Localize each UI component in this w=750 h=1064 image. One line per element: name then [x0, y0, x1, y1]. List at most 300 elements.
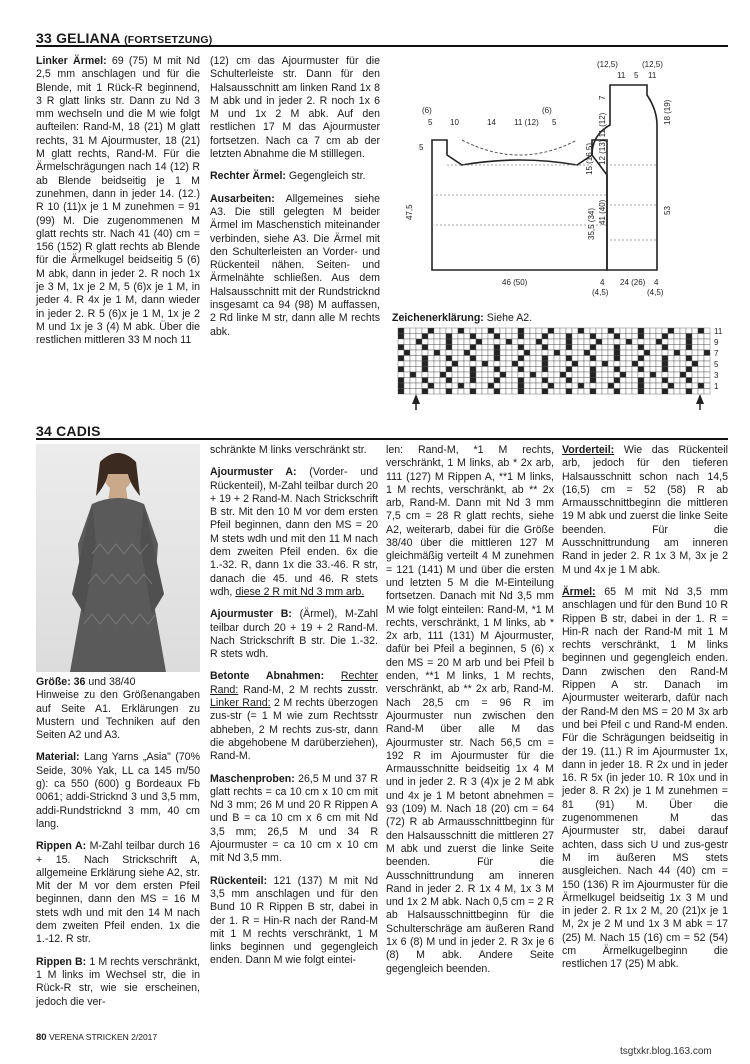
- chart-cell: [596, 334, 602, 340]
- chart-cell: [464, 389, 470, 395]
- paragraph: Linker Ärmel: 69 (75) M mit Nd 2,5 mm anschlagen und für die Blende, mit 1 Rück-R beginnend, 3 R glatt links str. Dann zu Nd 3 mm wechseln und die M wie folgt aufteilen: Rand-M, 18 (21) M glatt rechts, 31 M Ajourmuster, 18 (21) M glatt rechts, Rand-M. Für die Ärmelschrägungen nach 14 (12) R ab Blende beidseitig je 1 M zunehmen, dann in jeder 14. (12.) R 10 (11)x je 1 M zunehmen = 91 (99) M. Die zugenommenen M glatt rechts str. Nach 41 (40) cm = 156 (152) R glatt rechts ab Blende für die Ärmelkugel beidseitig 5 (6) M abk, dann in jeder 2. R noch 1x je 3 M, 1x je 2 M, 5 (6)x je 1 M, in jeder 4. R 4x je 1 M, dann wieder in jeder 2. R 5 (6)x je 1 M, 1x je 2 M und 1x je 3 (4) M abk. Über die restlichen mittleren 33 M noch 11: [36, 55, 200, 347]
- chart-cell: [482, 378, 488, 384]
- chart-cell: [566, 378, 572, 384]
- chart-cell: [428, 328, 434, 334]
- chart-cell: [674, 356, 680, 362]
- chart-cell: [488, 383, 494, 389]
- chart-cell: [638, 334, 644, 340]
- chart-cell: [662, 345, 668, 351]
- page-number: 80: [36, 1032, 47, 1043]
- chart-cell: [446, 334, 452, 340]
- chart-cell: [650, 356, 656, 362]
- chart-cell: [602, 328, 608, 334]
- chart-cell: [602, 350, 608, 356]
- chart-cell: [494, 334, 500, 340]
- chart-cell: [548, 383, 554, 389]
- chart-cell: [470, 367, 476, 373]
- chart-cell: [548, 389, 554, 395]
- chart-cell: [494, 389, 500, 395]
- chart-cell: [662, 339, 668, 345]
- chart-cell: [452, 334, 458, 340]
- chart-cell: [422, 339, 428, 345]
- chart-cell: [398, 345, 404, 351]
- chart-cell: [404, 334, 410, 340]
- chart-cell: [650, 367, 656, 373]
- chart-cell: [398, 339, 404, 345]
- chart-cell: [578, 378, 584, 384]
- chart-cell: [404, 328, 410, 334]
- chart-cell: [470, 383, 476, 389]
- dim-label: 24 (26): [620, 278, 646, 287]
- chart-cell: [530, 339, 536, 345]
- chart-cell: [488, 339, 494, 345]
- paragraph: len: Rand-M, *1 M rechts, verschränkt, 1 M links, ab * 2x arb, 111 (127) M Rippen A, **1 M links, 1 M rechts, verschränkt, ab ** 2x arb, Rand-M. Dann mit Nd 3 mm 7,5 cm = 28 R glatt rechts, siehe A2, weiterarb, dabei für die Größe 38/40 über die mittleren 127 M gleichmäßig verteilt 4 M zunehmen = 121 (141) M und über die ersten und letzten 5 M die M-Einteilung fortsetzen. Danach mit Nd 3,5 mm M wie folgt einteilen: Rand-M, *1 M rechts, verschränkt, 1 M links, ab * 2x arb, 111 (131) M Ajourmuster, dafür bei Pfeil a beginnen, 5 (6) x den MS = 20 M arb und bei Pfeil b enden, **1 M links, 1 M rechts, verschränkt, ab ** 2x arb, Rand-M. Nach 28,5 cm = 96 R im Ajourmuster nun zwischen den Rand-M über alle M das Ajourmuster str. Nach 56,5 cm = 192 R im Ajourmuster für die Armausschnitte beidseitig 1x 4 M und in jeder 2. R 3 (4)x je 2 M abk und 4x je 1 M betont abnehmen = 93 (109) M. Nach 18 (20) cm = 64 (72) R ab Armausschnittbeginn für den Halsausschnitt die mittleren 27 M abk und zuerst die linke Seite beenden. Für die Ausschnittrundung am inneren Rand in jeder 2. R 1x 4 M, 1x 3 M und 1x 2 M abk. Nach 0,5 cm = 2 R ab Halsausschnittbeginn für die Schulterschräge am äußeren Rand 1x 6 (8) M und in jeder 2. R 3x je 6 (8) M abk. Andere Seite gegengleich beenden.: [386, 444, 554, 975]
- chart-cell: [602, 334, 608, 340]
- paragraph: Hinweise zu den Größenangaben auf Seite A1. Erklärungen zu Mustern und Techniken auf den Seiten A2 und A3.: [36, 689, 200, 742]
- chart-cell: [482, 334, 488, 340]
- chart-cell: [542, 383, 548, 389]
- chart-cell: [626, 350, 632, 356]
- paragraph: Vorderteil: Wie das Rückenteil arb, jedoch für den tieferen Halsausschnitt schon nach 14,5 (16,5) cm = 52 (58) R ab Armausschnittbeginn die mittleren 19 M abk und zuerst die linke Seite beenden. Für die Ausschnittrundung am inneren Rand in jeder 2. R 1x 3 M, 3x je 2 M und 4x je 1 M abk.: [562, 444, 728, 576]
- chart-cell: [398, 367, 404, 373]
- chart-cell: [692, 334, 698, 340]
- chart-cell: [446, 328, 452, 334]
- chart-cell: [602, 361, 608, 367]
- chart-cell: [656, 367, 662, 373]
- chart-cell: [518, 356, 524, 362]
- chart-cell: [494, 345, 500, 351]
- chart-cell: [686, 334, 692, 340]
- chart-cell: [632, 367, 638, 373]
- chart-cell: [554, 378, 560, 384]
- chart-cell: [614, 378, 620, 384]
- chart-cell: [476, 350, 482, 356]
- chart-cell: [662, 328, 668, 334]
- chart-cell: [506, 361, 512, 367]
- chart-cell: [500, 356, 506, 362]
- chart-cell: [554, 356, 560, 362]
- chart-cell: [482, 350, 488, 356]
- chart-cell: [656, 350, 662, 356]
- chart-cell: [638, 361, 644, 367]
- chart-cell: [596, 378, 602, 384]
- chart-cell: [572, 372, 578, 378]
- page-footer: [36, 1032, 157, 1043]
- chart-cell: [410, 350, 416, 356]
- chart-cell: [626, 378, 632, 384]
- chart-row-label: 5: [714, 360, 719, 369]
- chart-cell: [428, 334, 434, 340]
- chart-cell: [434, 350, 440, 356]
- chart-cell: [446, 378, 452, 384]
- chart-cell: [416, 339, 422, 345]
- chart-cell: [692, 345, 698, 351]
- chart-cell: [590, 339, 596, 345]
- chart-cell: [638, 356, 644, 362]
- chart-cell: [554, 367, 560, 373]
- chart-cell: [644, 350, 650, 356]
- chart-cell: [620, 367, 626, 373]
- chart-cell: [608, 356, 614, 362]
- chart-cell: [506, 367, 512, 373]
- chart-cell: [626, 372, 632, 378]
- chart-cell: [686, 367, 692, 373]
- chart-cell: [536, 361, 542, 367]
- chart-cell: [410, 383, 416, 389]
- chart-cell: [452, 372, 458, 378]
- chart-cell: [620, 339, 626, 345]
- chart-cell: [650, 378, 656, 384]
- chart-cell: [704, 361, 710, 367]
- chart-cell: [596, 345, 602, 351]
- dim-label: 41 (40): [598, 199, 607, 225]
- chart-cell: [470, 372, 476, 378]
- chart-cell: [674, 339, 680, 345]
- chart-cell: [506, 372, 512, 378]
- chart-cell: [446, 350, 452, 356]
- chart-cell: [680, 372, 686, 378]
- chart-cell: [662, 334, 668, 340]
- chart-cell: [488, 389, 494, 395]
- chart-cell: [446, 356, 452, 362]
- chart-cell: [692, 378, 698, 384]
- dim-label: 12 (13) 11 (12): [598, 112, 607, 165]
- chart-cell: [566, 356, 572, 362]
- chart-cell: [638, 339, 644, 345]
- chart-cell: [674, 389, 680, 395]
- paragraph: Material: Lang Yarns „Asia" (70% Seide, 30% Yak, LL ca 145 m/50 g): ca 550 (600) g Bordeaux Fb 0061; addi-Stricknd 3 und 3,5 mm, addi-Rundstricknd 3 mm, 40 cm lang.: [36, 751, 200, 830]
- chart-cell: [584, 339, 590, 345]
- chart-cell: [452, 339, 458, 345]
- chart-cell: [656, 378, 662, 384]
- chart-cell: [476, 345, 482, 351]
- chart-cell: [440, 383, 446, 389]
- chart-cell: [632, 334, 638, 340]
- chart-cell: [578, 361, 584, 367]
- dim-label: 7: [598, 95, 607, 100]
- chart-cell: [704, 378, 710, 384]
- chart-cell: [422, 334, 428, 340]
- chart-cell: [650, 345, 656, 351]
- magazine-name: VERENA STRICKEN 2/2017: [48, 1032, 158, 1042]
- chart-cell: [650, 361, 656, 367]
- paragraph: Betonte Abnahmen: Rechter Rand: Rand-M, 2 M rechts zusstr. Linker Rand: 2 M rechts überzogen zus-str (= 1 M wie zum Rechtsstr abheben, 2 M rechts zus-str, dann die abgehobene M darüberziehen), Rand-M.: [210, 670, 378, 763]
- chart-cell: [590, 361, 596, 367]
- chart-cell: [572, 339, 578, 345]
- chart-cell: [704, 350, 710, 356]
- chart-cell: [452, 356, 458, 362]
- dim-label: 53: [663, 206, 672, 215]
- chart-row-label: 3: [714, 371, 719, 380]
- chart-cell: [692, 372, 698, 378]
- chart-cell: [614, 356, 620, 362]
- chart-cell: [428, 350, 434, 356]
- chart-cell: [524, 367, 530, 373]
- chart-cell: [542, 328, 548, 334]
- chart-cell: [584, 378, 590, 384]
- chart-cell: [608, 328, 614, 334]
- chart-cell: [524, 378, 530, 384]
- chart-cell: [620, 334, 626, 340]
- paragraph: schränkte M links verschränkt str.: [210, 444, 367, 456]
- chart-cell: [512, 383, 518, 389]
- chart-cell: [404, 372, 410, 378]
- chart-cell: [620, 345, 626, 351]
- chart-cell: [692, 339, 698, 345]
- chart-cell: [476, 378, 482, 384]
- chart-cell: [398, 378, 404, 384]
- chart-cell: [668, 367, 674, 373]
- chart-cell: [626, 339, 632, 345]
- chart-cell: [686, 389, 692, 395]
- chart-cell: [440, 356, 446, 362]
- chart-cell: [464, 356, 470, 362]
- chart-cell: [590, 356, 596, 362]
- chart-cell: [566, 389, 572, 395]
- chart-cell: [422, 367, 428, 373]
- paragraph: Größe: 36 und 38/40: [36, 676, 136, 688]
- chart-cell: [566, 361, 572, 367]
- chart-cell: [404, 389, 410, 395]
- chart-cell: [482, 361, 488, 367]
- chart-cell: [572, 361, 578, 367]
- chart-cell: [554, 361, 560, 367]
- chart-cell: [620, 389, 626, 395]
- chart-cell: [626, 389, 632, 395]
- chart-cell: [602, 378, 608, 384]
- chart-cell: [590, 372, 596, 378]
- dim-label: (6): [542, 106, 552, 115]
- chart-cell: [500, 339, 506, 345]
- chart-cell: [524, 361, 530, 367]
- body-outline: [432, 140, 607, 270]
- dim-label: 4: [654, 278, 659, 287]
- chart-cell: [398, 334, 404, 340]
- chart-cell: [686, 372, 692, 378]
- chart-row-label: 7: [714, 349, 719, 358]
- chart-cell: [536, 378, 542, 384]
- chart-cell: [512, 361, 518, 367]
- chart-cell: [638, 367, 644, 373]
- chart-cell: [692, 389, 698, 395]
- chart-cell: [668, 372, 674, 378]
- chart-cell: [560, 350, 566, 356]
- chart-cell: [494, 328, 500, 334]
- chart-cell: [632, 328, 638, 334]
- chart-cell: [410, 328, 416, 334]
- section-title-geliana: 33 GELIANA (FORTSETZUNG): [36, 30, 213, 46]
- chart-cell: [416, 328, 422, 334]
- chart-cell: [608, 367, 614, 373]
- chart-cell: [674, 372, 680, 378]
- chart-cell: [494, 367, 500, 373]
- chart-cell: [422, 383, 428, 389]
- chart-cell: [608, 389, 614, 395]
- chart-cell: [644, 372, 650, 378]
- chart-cell: [614, 334, 620, 340]
- chart-cell: [638, 383, 644, 389]
- chart-cell: [536, 367, 542, 373]
- dim-label: 5: [552, 118, 557, 127]
- chart-cell: [506, 334, 512, 340]
- chart-cell: [680, 345, 686, 351]
- chart-cell: [650, 389, 656, 395]
- chart-cell: [560, 383, 566, 389]
- chart-cell: [458, 339, 464, 345]
- dim-label: 35,5 (34): [587, 207, 596, 240]
- chart-cell: [686, 328, 692, 334]
- chart-cell: [500, 328, 506, 334]
- chart-cell: [416, 350, 422, 356]
- chart-cell: [554, 334, 560, 340]
- dim-label: 11 (12): [514, 118, 539, 127]
- chart-cell: [698, 361, 704, 367]
- chart-cell: [440, 350, 446, 356]
- chart-cell: [428, 339, 434, 345]
- chart-cell: [566, 339, 572, 345]
- watermark: tsgtxkr.blog.163.com: [620, 1046, 712, 1057]
- chart-cell: [644, 361, 650, 367]
- chart-cell: [620, 356, 626, 362]
- chart-cell: [458, 383, 464, 389]
- chart-cell: [476, 372, 482, 378]
- chart-cell: [434, 339, 440, 345]
- chart-cell: [458, 389, 464, 395]
- chart-cell: [452, 383, 458, 389]
- cadis-column-3: [386, 444, 554, 985]
- chart-cell: [518, 372, 524, 378]
- chart-cell: [560, 339, 566, 345]
- chart-cell: [506, 383, 512, 389]
- dim-label: 18 (19): [663, 99, 672, 125]
- chart-cell: [596, 328, 602, 334]
- chart-cell: [482, 339, 488, 345]
- chart-cell: [434, 356, 440, 362]
- chart-cell: [512, 378, 518, 384]
- chart-cell: [638, 389, 644, 395]
- chart-cell: [488, 367, 494, 373]
- chart-cell: [614, 328, 620, 334]
- chart-cell: [602, 389, 608, 395]
- paragraph: Ajourmuster A: (Vorder- und Rückenteil), M-Zahl teilbar durch 20 + 19 + 2 Rand-M. Nach Strickschrift B str. Mit den 10 M vor dem ersten Pfeil beginnen, dann den MS = 20 M stets wdh und mit den 11 M nach dem zweiten Pfeil enden. 6x die 1.-32. R, dann 1x die 33.-46. R str, danach die 45. und 46. R stets wdh, diese 2 R mit Nd 3 mm arb.: [210, 466, 378, 598]
- section-title-cadis: 34 CADIS: [36, 423, 101, 439]
- geliana-column-1: [36, 55, 200, 357]
- chart-cell: [488, 378, 494, 384]
- chart-cell: [470, 339, 476, 345]
- chart-cell: [632, 372, 638, 378]
- chart-cell: [674, 350, 680, 356]
- chart-cell: [680, 383, 686, 389]
- chart-cell: [548, 372, 554, 378]
- chart-cell: [608, 372, 614, 378]
- chart-cell: [518, 328, 524, 334]
- chart-cell: [494, 361, 500, 367]
- chart-cell: [446, 367, 452, 373]
- chart-cell: [518, 350, 524, 356]
- chart-cell: [596, 367, 602, 373]
- chart-cell: [440, 372, 446, 378]
- chart-cell: [686, 339, 692, 345]
- chart-cell: [626, 361, 632, 367]
- chart-cell: [656, 328, 662, 334]
- chart-cell: [656, 339, 662, 345]
- chart-cell: [530, 361, 536, 367]
- chart-cell: [518, 345, 524, 351]
- chart-cell: [470, 345, 476, 351]
- chart-cell: [626, 367, 632, 373]
- chart-cell: [464, 367, 470, 373]
- chart-cell: [500, 367, 506, 373]
- chart-cell: [620, 372, 626, 378]
- chart-cell: [518, 383, 524, 389]
- chart-cell: [458, 350, 464, 356]
- chart-cell: [512, 339, 518, 345]
- chart-cell: [692, 383, 698, 389]
- paragraph: (12) cm das Ajourmuster für die Schulterleiste str. Dann für den Halsausschnitt am linken Rand 1x 8 M abk und in jeder 2. R noch 1x 6 M und 1x 2 M abk. Auf den restlichen 17 M das Ajourmuster fortsetzen. Nach ca 7 cm ab der letzten Abnahme die M stilllegen.: [210, 55, 380, 161]
- chart-cell: [698, 345, 704, 351]
- chart-cell: [698, 334, 704, 340]
- chart-cell: [656, 389, 662, 395]
- chart-cell: [554, 328, 560, 334]
- chart-cell: [548, 350, 554, 356]
- chart-cell: [458, 345, 464, 351]
- chart-cell: [560, 361, 566, 367]
- chart-cell: [596, 361, 602, 367]
- chart-cell: [536, 328, 542, 334]
- dim-label: 11: [617, 71, 626, 80]
- chart-cell: [458, 328, 464, 334]
- chart-cell: [428, 378, 434, 384]
- dim-label: (12,5): [597, 60, 618, 69]
- chart-cell: [662, 383, 668, 389]
- chart-cell: [404, 378, 410, 384]
- chart-cell: [692, 361, 698, 367]
- chart-cell: [530, 383, 536, 389]
- chart-cell: [410, 345, 416, 351]
- stitch-chart: [392, 326, 728, 410]
- chart-row-label: 11: [714, 327, 723, 336]
- chart-cell: [608, 345, 614, 351]
- chart-cell: [440, 367, 446, 373]
- chart-cell: [596, 383, 602, 389]
- chart-cell: [572, 356, 578, 362]
- chart-cell: [602, 356, 608, 362]
- chart-cell: [410, 361, 416, 367]
- chart-cell: [596, 389, 602, 395]
- chart-cell: [434, 367, 440, 373]
- chart-cell: [512, 356, 518, 362]
- chart-cell: [512, 372, 518, 378]
- chart-cell: [458, 361, 464, 367]
- chart-cell: [614, 361, 620, 367]
- chart-cell: [668, 339, 674, 345]
- chart-cell: [494, 378, 500, 384]
- chart-cell: [560, 356, 566, 362]
- chart-cell: [560, 334, 566, 340]
- chart-cell: [476, 328, 482, 334]
- chart-cell: [536, 356, 542, 362]
- chart-cell: [596, 339, 602, 345]
- chart-cell: [632, 389, 638, 395]
- chart-cell: [494, 383, 500, 389]
- chart-cell: [698, 350, 704, 356]
- chart-cell: [530, 367, 536, 373]
- chart-cell: [524, 339, 530, 345]
- chart-cell: [656, 372, 662, 378]
- chart-cell: [488, 361, 494, 367]
- chart-cell: [686, 350, 692, 356]
- chart-cell: [632, 361, 638, 367]
